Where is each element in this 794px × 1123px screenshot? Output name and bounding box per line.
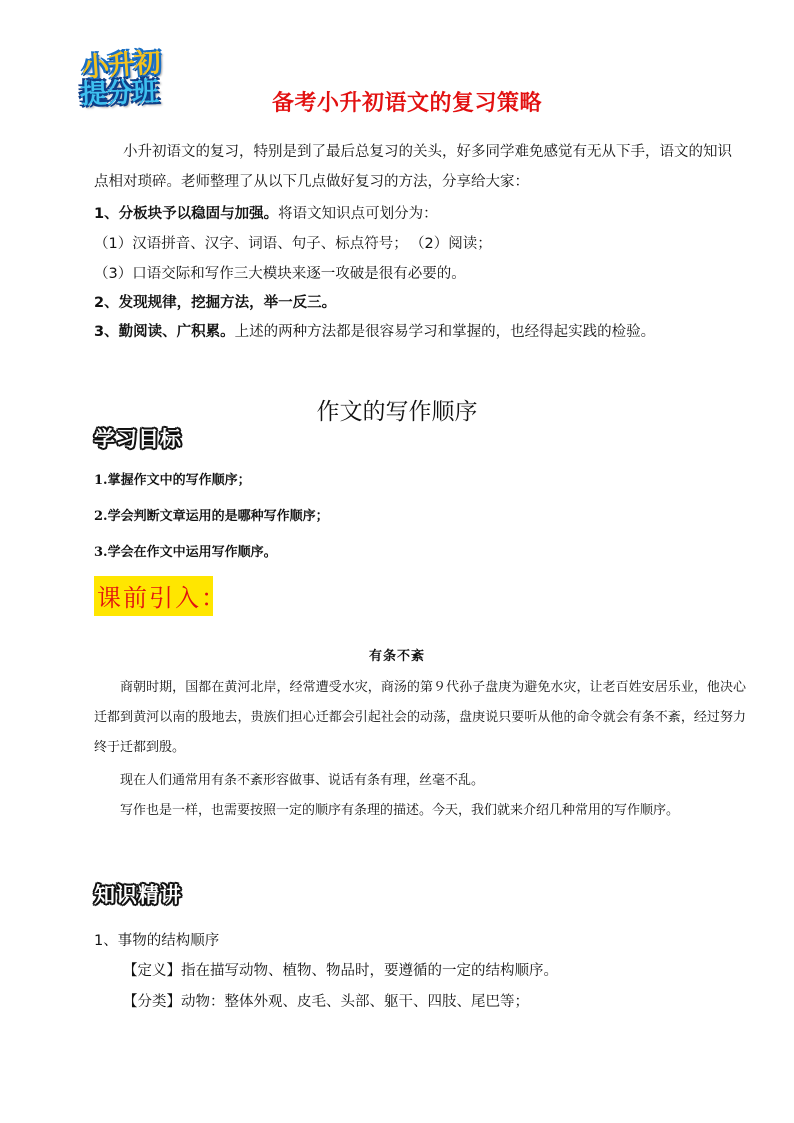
definition-line: [123, 959, 558, 980]
story-paragraph-3: 写作也是一样，也需要按照一定的顺序有条理的描述。今天，我们就来介绍几种常用的写作顺序。: [120, 803, 680, 818]
knowledge-item-1: 1、事物的结构顺序: [94, 933, 220, 949]
point-1-item-b: （2）阅读；: [410, 236, 492, 252]
point-3-heading: 3、勤阅读、广积累。: [94, 324, 235, 340]
definition-tag: 【定义】: [123, 963, 181, 979]
point-3-text: 上述的两种方法都是很容易学习和掌握的，也经得起实践的检验。: [234, 324, 656, 340]
category-line: [123, 990, 529, 1011]
point-1-item-a: （1）汉语拼音、汉字、词语、句子、标点符号；: [94, 236, 408, 252]
logo-text-line2: 提分班: [79, 76, 159, 111]
point-1-item-c: （3）口语交际和写作三大模块来逐一攻破是很有必要的。: [94, 266, 466, 282]
story-paragraph-2: 现在人们通常用有条不紊形容做事、说话有条有理，丝毫不乱。: [120, 773, 485, 788]
section-title: 作文的写作顺序: [316, 399, 478, 425]
logo-text-line1: 小升初: [81, 47, 161, 84]
intro-paragraph: 小升初语文的复习，特别是到了最后总复习的关头，好多同学难免感觉有无从下手，语文的知识点相对琐碎。老师整理了从以下几点做好复习的方法，分享给大家：: [94, 144, 732, 190]
category-tag: 【分类】: [123, 994, 181, 1010]
brand-logo: [78, 47, 188, 111]
point-1-heading: 1、分板块予以稳固与加强。: [94, 206, 279, 222]
point-1-text: 将语文知识点可划分为：: [278, 206, 438, 222]
goal-item: 1.掌握作文中的写作顺序；: [94, 473, 251, 488]
story-title: 有条不紊: [368, 649, 425, 664]
goals-heading: 学习目标: [94, 427, 182, 451]
page-title: 备考小升初语文的复习策略: [272, 91, 543, 116]
knowledge-heading: 知识精讲: [94, 883, 182, 907]
intro-point-1: [94, 202, 438, 223]
story-paragraph-1: 商朝时期，国都在黄河北岸，经常遭受水灾，商汤的第９代孙子盘庚为避免水灾，让老百姓安居乐业，他决心迁都到黄河以南的殷地去，贵族们担心迁都会引起社会的动荡，盘庚说只要听从他的命令就会有条不紊，经过努力终于迁都到殷。: [94, 680, 746, 755]
intro-point-2: 2、发现规律，挖掘方法，举一反三。: [94, 295, 337, 311]
goal-item: 2.学会判断文章运用的是哪种写作顺序；: [94, 509, 329, 524]
intro-point-3: [94, 320, 655, 341]
lead-in-label: 课前引入：: [97, 584, 227, 612]
category-text: 动物：整体外观、皮毛、头部、躯干、四肢、尾巴等；: [181, 994, 529, 1010]
goal-item: 3.学会在作文中运用写作顺序。: [94, 545, 277, 560]
definition-text: 指在描写动物、植物、物品时，要遵循的一定的结构顺序。: [181, 963, 558, 979]
